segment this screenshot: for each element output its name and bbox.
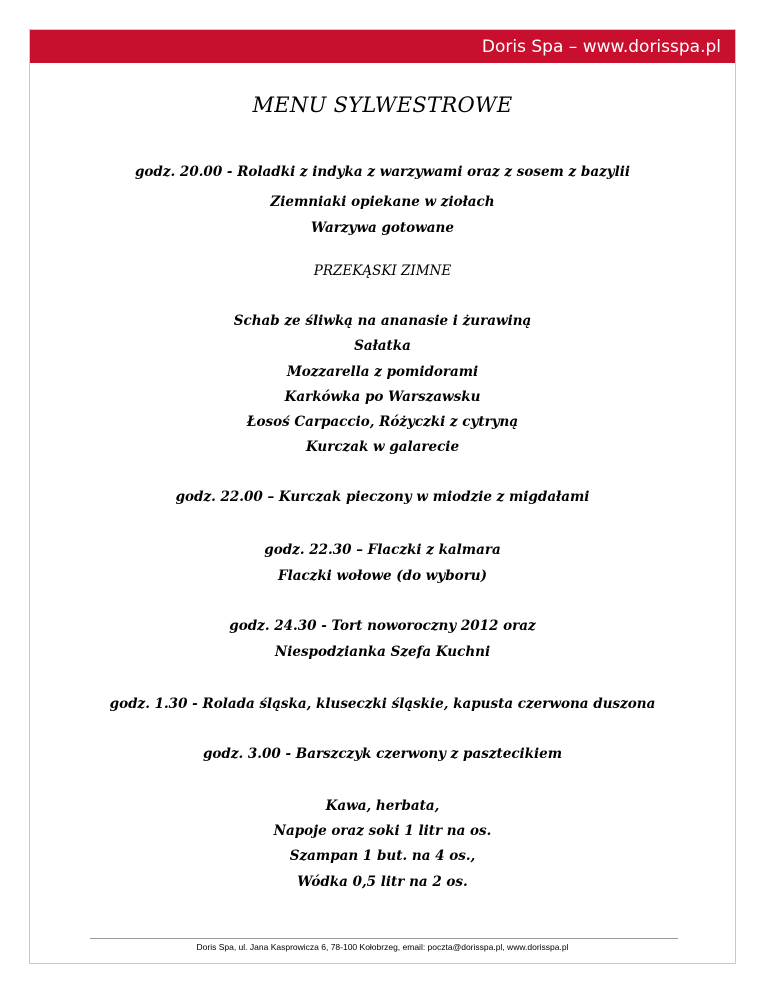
menu-item: Karkówka po Warszawsku [284, 389, 481, 405]
header-banner [30, 30, 735, 63]
menu-item: Flaczki wołowe (do wyboru) [277, 568, 488, 584]
menu-item: godz. 24.30 - Tort noworoczny 2012 oraz [229, 618, 536, 634]
menu-item: Schab ze śliwką na ananasie i żurawiną [233, 313, 532, 329]
menu-item: Napoje oraz soki 1 litr na os. [273, 823, 492, 839]
menu-title: MENU SYLWESTROWE [252, 93, 513, 117]
section-heading-cold-appetizers: PRZEKĄSKI ZIMNE [313, 263, 452, 279]
menu-item: Ziemniaki opiekane w ziołach [270, 194, 495, 210]
menu-item: Warzywa gotowane [311, 220, 454, 236]
menu-item: Niespodzianka Szefa Kuchni [274, 644, 491, 660]
menu-item: Kurczak w galarecie [305, 439, 460, 455]
menu-item: godz. 22.30 – Flaczki z kalmara [264, 542, 501, 558]
menu-item: Szampan 1 but. na 4 os., [289, 848, 476, 864]
menu-item: Wódka 0,5 litr na 2 os. [297, 874, 468, 890]
footer-address: Doris Spa, ul. Jana Kasprowicza 6, 78-100 Kołobrzeg, email: poczta@dorisspa.pl, www.dorisspa.pl [196, 942, 569, 952]
menu-item: Sałatka [354, 338, 411, 354]
menu-item: Mozzarella z pomidorami [286, 364, 479, 380]
menu-item: Kawa, herbata, [325, 798, 440, 814]
menu-item: Łosoś Carpaccio, Różyczki z cytryną [246, 414, 519, 430]
menu-item: godz. 1.30 - Rolada śląska, kluseczki śląskie, kapusta czerwona duszona [109, 696, 656, 712]
menu-item: godz. 3.00 - Barszczyk czerwony z pasztecikiem [202, 746, 563, 762]
header-banner-text: Doris Spa – www.dorisspa.pl [481, 36, 721, 57]
menu-item: godz. 22.00 – Kurczak pieczony w miodzie z migdałami [175, 489, 590, 505]
menu-item: godz. 20.00 - Roladki z indyka z warzywami oraz z sosem z bazylii [134, 164, 630, 180]
footer-divider [90, 938, 678, 939]
